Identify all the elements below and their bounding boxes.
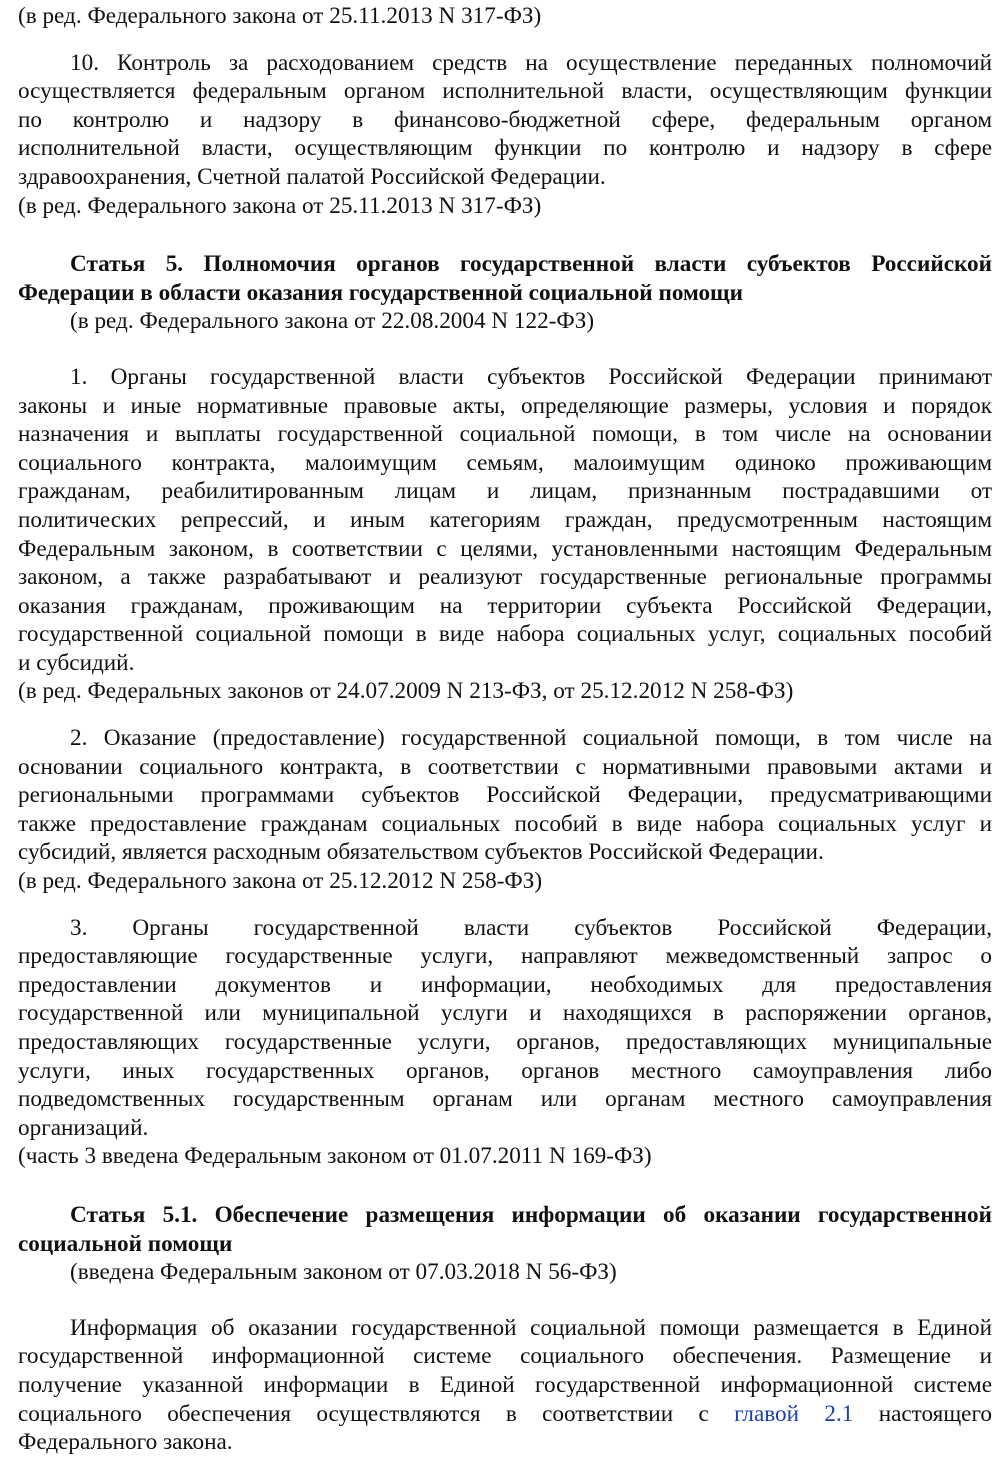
paragraph-line: региональными программами субъектов Российской Федерации, предусматривающими	[18, 782, 992, 809]
paragraph-line: Федерального закона.	[18, 1429, 233, 1456]
paragraph-line: государственной социальной помощи в виде набора социальных услуг, социальных пособий	[18, 621, 992, 648]
paragraph-line: по контролю и надзору в финансово-бюджетной сфере, федеральным органом	[18, 106, 992, 133]
paragraph-line: 1. Органы государственной власти субъектов Российской Федерации принимают	[70, 363, 992, 390]
paragraph-line: социального контракта, малоимущим семьям, малоимущим одиноко проживающим	[18, 449, 992, 476]
paragraph-line: услуги, иных государственных органов, органов местного самоуправления либо	[18, 1057, 992, 1084]
paragraph-line: организаций.	[18, 1114, 149, 1141]
revision-note: (в ред. Федерального закона от 25.12.2012 N 258-ФЗ)	[18, 868, 543, 895]
paragraph-line: Федеральным законом, в соответствии с целями, установленными настоящим Федеральным	[18, 535, 992, 562]
paragraph-line: гражданам, реабилитированным лицам и лицам, признанным пострадавшими от	[18, 478, 992, 505]
revision-note: (часть 3 введена Федеральным законом от 01.07.2011 N 169-ФЗ)	[18, 1143, 652, 1170]
article-5-paragraph-3	[18, 914, 992, 1143]
article-5-paragraph-1	[18, 363, 992, 678]
paragraph-line: политических репрессий, и иным категориям граждан, предусмотренным настоящим	[18, 506, 992, 533]
paragraph-line: государственной информационной системе социального обеспечения. Размещение и	[18, 1343, 992, 1370]
paragraph-line: исполнительной власти, осуществляющим функции по контролю и надзору в сфере	[18, 135, 992, 162]
revision-note: (в ред. Федеральных законов от 24.07.2009 N 213-ФЗ, от 25.12.2012 N 258-ФЗ)	[18, 678, 794, 705]
paragraph-line: назначения и выплаты государственной социальной помощи, в том числе на основании	[18, 421, 992, 448]
paragraph-line: Информация об оказании государственной социальной помощи размещается в Единой	[70, 1314, 992, 1341]
article-title-line: Статья 5. Полномочия органов государственной власти субъектов Российской	[70, 251, 992, 278]
paragraph-line-with-link	[18, 1400, 992, 1429]
article-title-line: социальной помощи	[18, 1230, 233, 1257]
paragraph-line: основании социального контракта, в соответствии с нормативными правовыми актами и	[18, 753, 992, 780]
article-5-1-title	[18, 1201, 992, 1258]
paragraph-line: осуществляется федеральным органом исполнительной власти, осуществляющим функции	[18, 78, 992, 105]
article-title-line: Федерации в области оказания государственной социальной помощи	[18, 279, 743, 306]
revision-note: (введена Федеральным законом от 07.03.2018 N 56-ФЗ)	[70, 1259, 617, 1286]
article-5-title	[18, 250, 992, 307]
article-5-1-paragraph	[18, 1314, 992, 1457]
paragraph-line: получение указанной информации в Единой государственной информационной системе	[18, 1371, 992, 1398]
line-text-after-link: настоящего	[878, 1400, 992, 1427]
revision-note: (в ред. Федерального закона от 25.11.2013 N 317-ФЗ)	[18, 192, 542, 219]
paragraph-line: оказания гражданам, проживающим на территории субъекта Российской Федерации,	[18, 592, 992, 619]
paragraph-line: подведомственных государственным органам или органам местного самоуправления	[18, 1086, 992, 1113]
revision-note: (в ред. Федерального закона от 22.08.2004 N 122-ФЗ)	[70, 308, 595, 335]
paragraph-line: 3. Органы государственной власти субъектов Российской Федерации,	[70, 914, 992, 941]
paragraph-10	[18, 49, 992, 192]
paragraph-line: и субсидий.	[18, 649, 135, 676]
line-text-before-link: социального обеспечения осуществляются в соответствии с	[18, 1400, 709, 1427]
paragraph-line: также предоставление гражданам социальных пособий в виде набора социальных услуг и	[18, 810, 992, 837]
paragraph-line: предоставлении документов и информации, необходимых для предоставления	[18, 971, 992, 998]
paragraph-line: субсидий, является расходным обязательством субъектов Российской Федерации.	[18, 839, 824, 866]
paragraph-line: государственной или муниципальной услуги и находящихся в распоряжении органов,	[18, 1000, 992, 1027]
paragraph-line: законы и иные нормативные правовые акты, определяющие размеры, условия и порядок	[18, 392, 992, 419]
paragraph-line: 2. Оказание (предоставление) государственной социальной помощи, в том числе на	[70, 725, 992, 752]
paragraph-line: законом, а также разрабатывают и реализуют государственные региональные программы	[18, 564, 992, 591]
document-page	[18, 2, 992, 1457]
paragraph-line: здравоохранения, Счетной палатой Российской Федерации.	[18, 163, 606, 190]
paragraph-line: 10. Контроль за расходованием средств на осуществление переданных полномочий	[70, 49, 992, 76]
revision-note: (в ред. Федерального закона от 25.11.2013 N 317-ФЗ)	[18, 3, 542, 29]
paragraph-line: предоставляющих государственные услуги, органов, предоставляющих муниципальные	[18, 1029, 992, 1055]
chapter-2-1-link[interactable]: главой 2.1	[734, 1400, 854, 1427]
paragraph-line: предоставляющие государственные услуги, направляют межведомственный запрос о	[18, 943, 992, 970]
article-5-paragraph-2	[18, 724, 992, 867]
article-title-line: Статья 5.1. Обеспечение размещения информации об оказании государственной	[70, 1201, 992, 1228]
